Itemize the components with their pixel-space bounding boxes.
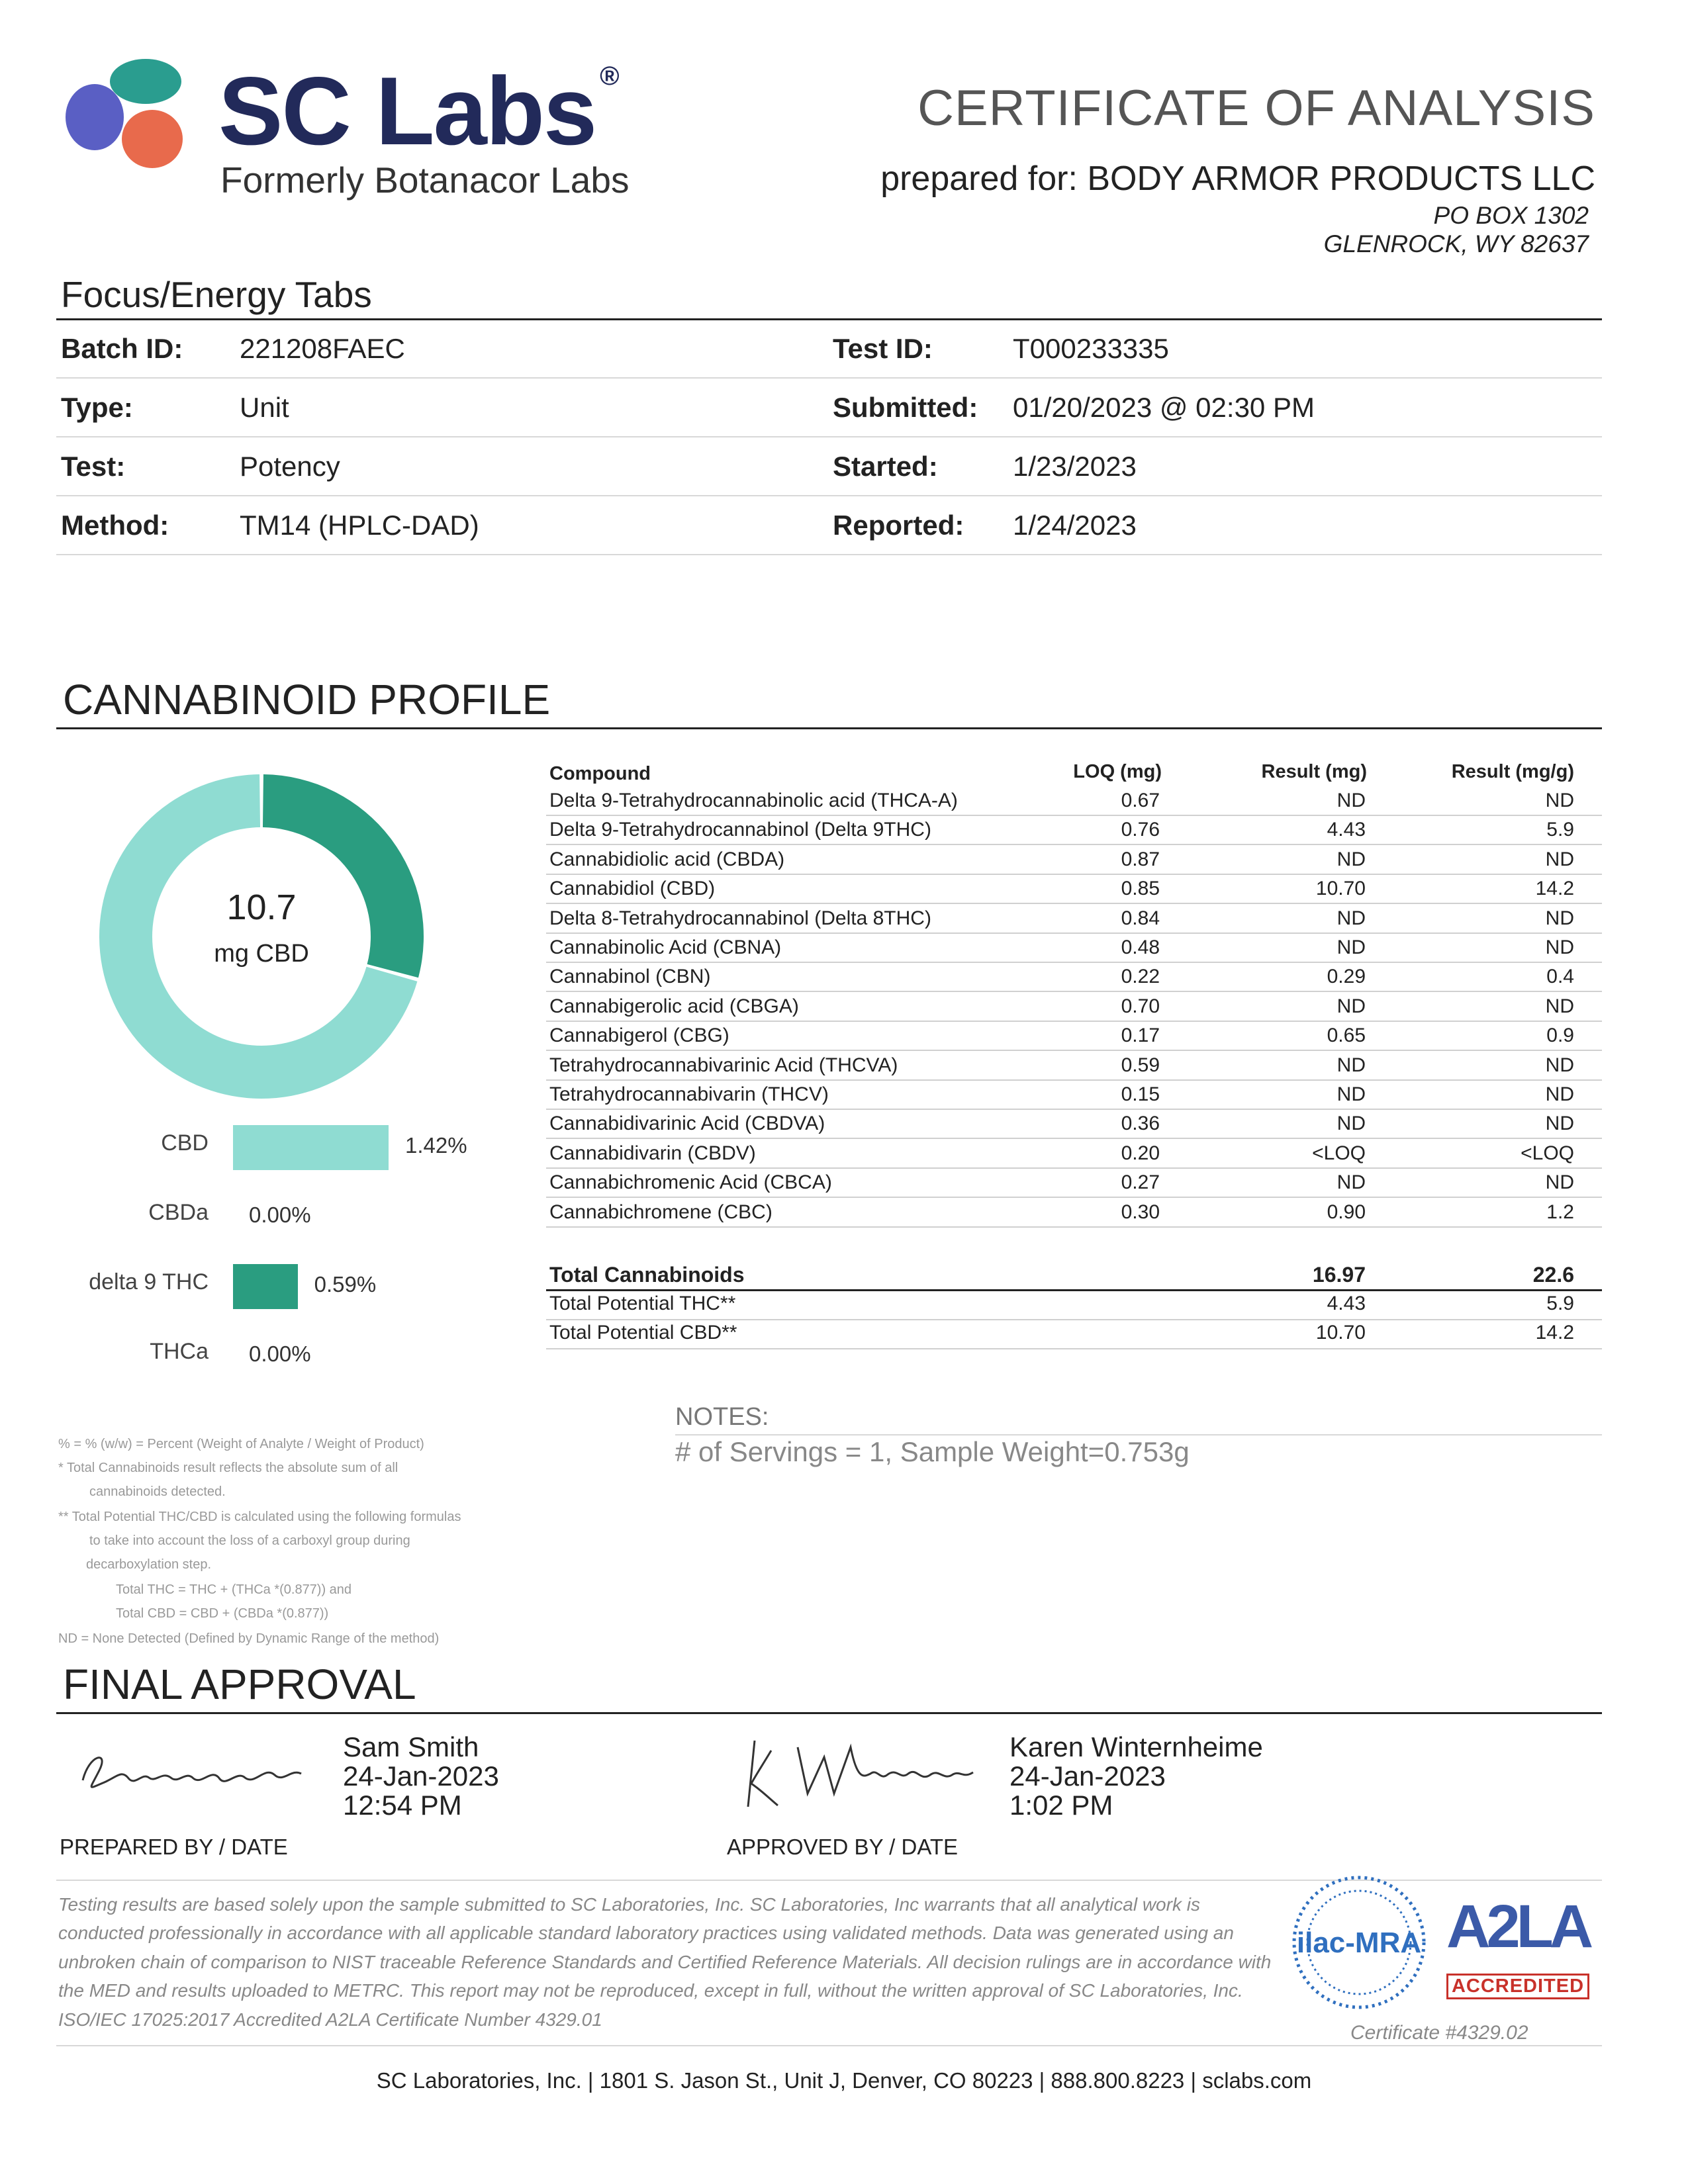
result-mg-g-value: ND <box>1545 907 1574 929</box>
table-row-divider <box>546 903 1602 904</box>
result-mg-value: ND <box>1336 907 1366 929</box>
footnote-line: * Total Cannabinoids result reflects the absolute sum of all <box>58 1461 399 1475</box>
table-row-divider <box>546 1197 1602 1198</box>
result-mg-value: 10.70 <box>1315 878 1366 900</box>
col-header-result-mg: Result (mg) <box>1261 761 1367 782</box>
footnote-line: to take into account the loss of a carboxyl group during <box>89 1533 410 1548</box>
brand-name: SC Labs ® <box>218 57 618 165</box>
approved-by-role: APPROVED BY / DATE <box>727 1835 959 1859</box>
footnote-line: ** Total Potential THC/CBD is calculated using the following formulas <box>58 1510 461 1524</box>
profile-title: CANNABINOID PROFILE <box>63 676 551 723</box>
row-divider <box>56 436 1602 437</box>
reported-value: 1/24/2023 <box>1013 510 1137 541</box>
method-label: Method: <box>61 510 169 541</box>
result-mg-value: <LOQ <box>1312 1142 1366 1164</box>
total-label: Total Potential CBD** <box>549 1322 737 1343</box>
address-line-2: GLENROCK, WY 82637 <box>1323 230 1589 257</box>
table-row-divider <box>546 991 1602 992</box>
donut-center-unit: mg CBD <box>214 940 309 968</box>
certificate-number: Certificate #4329.02 <box>1350 2022 1528 2044</box>
started-value: 1/23/2023 <box>1013 451 1137 482</box>
footnote-line: Total CBD = CBD + (CBDa *(0.877)) <box>116 1606 329 1621</box>
loq-value: 0.67 <box>1121 790 1160 811</box>
batch-id-label: Batch ID: <box>61 333 183 364</box>
table-row-divider <box>546 815 1602 816</box>
result-mg-g-value: 5.9 <box>1546 819 1574 841</box>
method-value: TM14 (HPLC-DAD) <box>240 510 479 541</box>
bar-label: CBDa <box>148 1200 209 1225</box>
approver-signature <box>741 1727 980 1813</box>
table-row-divider <box>546 1050 1602 1051</box>
total-label: Total Cannabinoids <box>549 1263 745 1287</box>
compound-name: Cannabigerolic acid (CBGA) <box>549 995 799 1017</box>
logo-dot-teal <box>110 59 181 104</box>
compound-name: Cannabidiolic acid (CBDA) <box>549 848 785 870</box>
total-row-divider <box>546 1319 1602 1320</box>
prepared-by-time: 12:54 PM <box>343 1790 462 1821</box>
submitted-label: Submitted: <box>833 392 978 423</box>
compound-name: Tetrahydrocannabivarin (THCV) <box>549 1083 829 1105</box>
col-header-result-mg-g: Result (mg/g) <box>1451 761 1574 782</box>
footnote-line: % = % (w/w) = Percent (Weight of Analyte / Weight of Product) <box>58 1437 424 1451</box>
result-mg-g-value: 0.9 <box>1546 1024 1574 1047</box>
result-mg-g-value: ND <box>1545 995 1574 1017</box>
loq-value: 0.84 <box>1121 907 1160 929</box>
col-header-compound: Compound <box>549 763 651 784</box>
col-header-loq: LOQ (mg) <box>1073 761 1162 782</box>
approval-title: FINAL APPROVAL <box>63 1661 416 1708</box>
table-row-divider <box>546 1167 1602 1169</box>
logo-dot-orange <box>122 110 183 168</box>
batch-id-value: 221208FAEC <box>240 333 405 364</box>
loq-value: 0.36 <box>1121 1113 1160 1135</box>
bar-value: 0.00% <box>249 1342 311 1366</box>
ilac-mra-logo <box>1289 1873 1429 2012</box>
result-mg-g-value: 14.2 <box>1535 878 1574 900</box>
compound-name: Cannabinol (CBN) <box>549 966 711 988</box>
disclaimer-text: Testing results are based solely upon the sample submitted to SC Laboratories, Inc. SC Laboratories, Inc warrants that all analytical work is conducted professionally in accordance with all applicable standard laboratory practices using validated methods. Data was generated using an unbroken chain of comparison to NIST traceable Reference Standards and Certified Reference Materials. All decision rulings are in accordance with the MED and results uploaded to METRC. This report may not be reproduced, except in full, without the written approval of SC Laboratories, Inc. ISO/IEC 17025:2017 Accredited A2LA Certificate Number 4329.01 <box>58 1894 1272 2030</box>
total-result-mg-g: 22.6 <box>1532 1263 1574 1287</box>
footnote-line: cannabinoids detected. <box>89 1484 226 1499</box>
footnote-line: decarboxylation step. <box>86 1557 212 1572</box>
sc-labs-logo <box>56 56 195 179</box>
submitted-value: 01/20/2023 @ 02:30 PM <box>1013 392 1315 423</box>
result-mg-value: ND <box>1336 936 1366 958</box>
bar-value: 1.42% <box>405 1133 467 1158</box>
prepared-for: prepared for: BODY ARMOR PRODUCTS LLC <box>880 159 1595 198</box>
row-divider <box>56 495 1602 496</box>
result-mg-g-value: ND <box>1545 848 1574 870</box>
result-mg-g-value: 0.4 <box>1546 966 1574 988</box>
loq-value: 0.20 <box>1121 1142 1160 1164</box>
total-result-mg: 4.43 <box>1327 1293 1366 1314</box>
result-mg-value: ND <box>1336 1054 1366 1076</box>
loq-value: 0.30 <box>1121 1201 1160 1223</box>
table-row-divider <box>546 874 1602 875</box>
loq-value: 0.59 <box>1121 1054 1160 1076</box>
accredited-badge: ACCREDITED <box>1446 1974 1589 1999</box>
table-row-divider <box>546 1109 1602 1110</box>
prepared-by-name: Sam Smith <box>343 1731 479 1762</box>
footer-divider <box>56 2045 1602 2046</box>
bar-value: 0.59% <box>314 1272 377 1297</box>
result-mg-value: ND <box>1336 1083 1366 1105</box>
loq-value: 0.27 <box>1121 1171 1160 1194</box>
donut-center-value: 10.7 <box>226 887 297 927</box>
loq-value: 0.48 <box>1121 936 1160 958</box>
loq-value: 0.76 <box>1121 819 1160 841</box>
test-id-label: Test ID: <box>833 333 933 364</box>
table-row-divider <box>546 1226 1602 1228</box>
footnote-line: Total THC = THC + (THCa *(0.877)) and <box>116 1582 352 1597</box>
result-mg-g-value: <LOQ <box>1521 1142 1574 1164</box>
cbd-donut-chart <box>96 771 427 1102</box>
table-row-divider <box>546 1021 1602 1022</box>
compound-name: Cannabidiol (CBD) <box>549 878 716 900</box>
profile-divider <box>56 727 1602 729</box>
reported-label: Reported: <box>833 510 964 541</box>
compound-name: Delta 8-Tetrahydrocannabinol (Delta 8THC) <box>549 907 931 929</box>
result-mg-value: ND <box>1336 1113 1366 1135</box>
preparer-signature <box>73 1734 311 1807</box>
bar-label: THCa <box>150 1339 209 1364</box>
result-mg-value: 0.29 <box>1327 966 1366 988</box>
loq-value: 0.22 <box>1121 966 1160 988</box>
total-result-mg-g: 5.9 <box>1546 1293 1574 1314</box>
row-divider <box>56 377 1602 379</box>
table-row-divider <box>546 1079 1602 1081</box>
result-mg-g-value: ND <box>1545 1171 1574 1194</box>
table-row-divider <box>546 933 1602 934</box>
address-line-1: PO BOX 1302 <box>1433 202 1589 229</box>
table-row-divider <box>546 962 1602 963</box>
logo-dot-purple <box>66 84 124 150</box>
footnote-line: ND = None Detected (Defined by Dynamic Range of the method) <box>58 1631 440 1646</box>
table-row-divider <box>546 1138 1602 1139</box>
loq-value: 0.70 <box>1121 995 1160 1017</box>
bar-label: CBD <box>161 1130 209 1156</box>
ilac-mra-text: ilac-MRA <box>1296 1927 1422 1959</box>
total-row-divider <box>546 1348 1602 1349</box>
compound-name: Cannabigerol (CBG) <box>549 1024 729 1047</box>
total-result-mg-g: 14.2 <box>1535 1322 1574 1343</box>
result-mg-value: ND <box>1336 1171 1366 1194</box>
notes-text: # of Servings = 1, Sample Weight=0.753g <box>675 1436 1190 1467</box>
prepared-by-date: 24-Jan-2023 <box>343 1760 499 1792</box>
percent-bar <box>233 1125 389 1170</box>
result-mg-value: ND <box>1336 848 1366 870</box>
result-mg-value: 4.43 <box>1327 819 1366 841</box>
compound-name: Tetrahydrocannabivarinic Acid (THCVA) <box>549 1054 898 1076</box>
registered-mark: ® <box>600 62 618 91</box>
started-label: Started: <box>833 451 938 482</box>
approved-by-name: Karen Winternheime <box>1009 1731 1263 1762</box>
loq-value: 0.85 <box>1121 878 1160 900</box>
compound-name: Delta 9-Tetrahydrocannabinolic acid (THCA-A) <box>549 790 958 811</box>
test-id-value: T000233335 <box>1013 333 1169 364</box>
result-mg-g-value: ND <box>1545 1113 1574 1135</box>
total-label: Total Potential THC** <box>549 1293 736 1314</box>
prepared-by-role: PREPARED BY / DATE <box>60 1835 288 1859</box>
approved-by-date: 24-Jan-2023 <box>1009 1760 1166 1792</box>
compound-name: Cannabichromenic Acid (CBCA) <box>549 1171 832 1194</box>
total-result-mg: 10.70 <box>1315 1322 1366 1343</box>
test-value: Potency <box>240 451 340 482</box>
test-label: Test: <box>61 451 126 482</box>
product-divider <box>56 318 1602 320</box>
result-mg-g-value: ND <box>1545 1054 1574 1076</box>
compound-name: Cannabinolic Acid (CBNA) <box>549 936 782 958</box>
total-row-divider <box>546 1289 1602 1291</box>
table-row-divider <box>546 844 1602 845</box>
result-mg-value: ND <box>1336 790 1366 811</box>
row-divider <box>56 554 1602 555</box>
notes-label: NOTES: <box>675 1403 769 1431</box>
compound-name: Cannabichromene (CBC) <box>549 1201 773 1223</box>
product-name: Focus/Energy Tabs <box>61 274 372 315</box>
result-mg-g-value: ND <box>1545 936 1574 958</box>
result-mg-g-value: 1.2 <box>1546 1201 1574 1223</box>
result-mg-value: ND <box>1336 995 1366 1017</box>
approval-divider <box>56 1712 1602 1714</box>
approved-by-time: 1:02 PM <box>1009 1790 1113 1821</box>
result-mg-g-value: ND <box>1545 790 1574 811</box>
bar-value: 0.00% <box>249 1203 311 1227</box>
compound-name: Delta 9-Tetrahydrocannabinol (Delta 9THC) <box>549 819 931 841</box>
result-mg-value: 0.90 <box>1327 1201 1366 1223</box>
percent-bar <box>233 1264 298 1309</box>
bar-label: delta 9 THC <box>89 1269 209 1295</box>
type-label: Type: <box>61 392 133 423</box>
certificate-title: CERTIFICATE OF ANALYSIS <box>917 80 1595 136</box>
compound-name: Cannabidivarin (CBDV) <box>549 1142 756 1164</box>
loq-value: 0.87 <box>1121 848 1160 870</box>
footer-contact: SC Laboratories, Inc. | 1801 S. Jason St., Unit J, Denver, CO 80223 | 888.800.8223 | sclabs.com <box>376 2068 1312 2093</box>
result-mg-g-value: ND <box>1545 1083 1574 1105</box>
result-mg-value: 0.65 <box>1327 1024 1366 1047</box>
a2la-text: A2LA <box>1446 1893 1590 1960</box>
loq-value: 0.17 <box>1121 1024 1160 1047</box>
compound-name: Cannabidivarinic Acid (CBDVA) <box>549 1113 825 1135</box>
total-result-mg: 16.97 <box>1312 1263 1366 1287</box>
brand-subtitle: Formerly Botanacor Labs <box>220 159 630 201</box>
loq-value: 0.15 <box>1121 1083 1160 1105</box>
type-value: Unit <box>240 392 289 423</box>
a2la-logo <box>1446 1893 1590 1969</box>
notes-divider <box>675 1434 1602 1435</box>
